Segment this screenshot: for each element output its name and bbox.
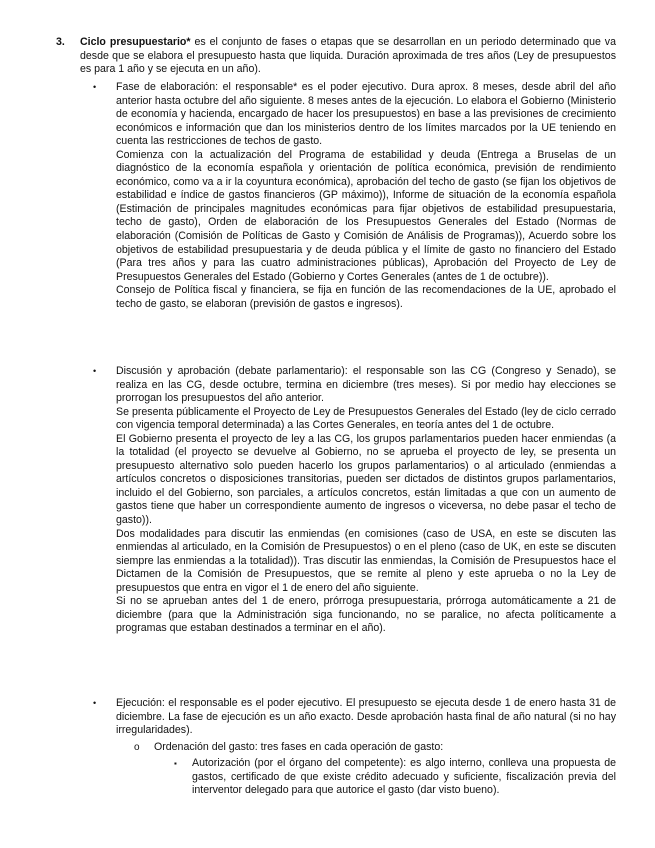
- discusion-p5: Si no se aprueban antes del 1 de enero, prórroga presupuestaria, prórroga automáticamente a 21 de diciembre (para que la Administración siga funcionando, no se paralice, no afecta políticamente a programas que estaban destinados a terminar en el año).: [116, 595, 616, 635]
- discusion-p1: Discusión y aprobación (debate parlamentario): el responsable son las CG (Congreso y Senado), se realiza en las CG, desde octubre, termina en diciembre (tres meses). Si por medio hay elecciones se prorrogan los presupuestos del año anterior.: [116, 365, 616, 405]
- bullet-marker: •: [93, 366, 97, 376]
- elaboracion-p3: Consejo de Política fiscal y financiera, se fija en función de las recomendaciones de la UE, aprobado el techo de gasto, se elaboran (previsión de gastos e ingresos).: [116, 284, 616, 310]
- ordenacion-del-gasto: [134, 741, 616, 755]
- elaboracion-p1: Fase de elaboración: el responsable* es el poder ejecutivo. Dura aprox. 8 meses, desde abril del año anterior hasta octubre del año siguiente. 8 meses antes de la ejecución. Lo elabora el Gobierno (Ministerio de economía y hacienda, encargado de hacer los presupuestos) en base a las previsiones de crecimiento económicos e información que dan los ministerios dentro de los límites marcados por la UE teniendo en cuenta las restricciones de techos de gasto.: [116, 81, 616, 148]
- section-3-intro: [80, 36, 616, 77]
- bullet-discusion: [93, 365, 616, 636]
- ejecucion-p1: Ejecución: el responsable es el poder ejecutivo. El presupuesto se ejecuta desde 1 de enero hasta 31 de diciembre. La fase de ejecución es un año exacto. Desde aprobación hasta final de año natural (si no hay irregularidades).: [116, 697, 616, 737]
- section-number: 3.: [56, 36, 65, 48]
- autorizacion-text: Autorización (por el órgano del competente): es algo interno, conlleva una propuesta de gastos, certificado de que existe crédito adecuado y suficiente, fiscalización previa del interventor delegado para que autorice el gasto (dar visto bueno).: [192, 757, 616, 797]
- discusion-p3: El Gobierno presenta el proyecto de ley a las CG, los grupos parlamentarios pueden hacer enmiendas (a la totalidad (el proyecto se devuelve al Gobierno, no se aprueba el proyecto de ley, se presenta un presupuesto alternativo solo pueden hacerlo los grupos parlamentarios) o al articulado (enmiendas a artículos concretos o disposiciones transitorias, pueden ser dictados de distintos grupos parlamentarios, incluido el del Gobierno, son parciales, a artículos concretos, están limitadas a que con un aumento de gastos tiene que haber un correspondiente aumento de ingresos o viceversa, no debe pasar el techo de gasto)).: [116, 432, 616, 527]
- term-ciclo-presupuestario: Ciclo presupuestario*: [80, 36, 191, 48]
- bullet-ejecucion: [93, 697, 616, 738]
- bullet-marker: •: [93, 698, 97, 708]
- discusion-p4: Dos modalidades para discutir las enmiendas (en comisiones (caso de USA, en este se discuten las enmiendas al articulado, en la Comisión de Presupuestos) o en el pleno (caso de UK, en este se discuten siempre las enmiendas a la totalidad)). Tras discutir las enmiendas, la Comisión de Presupuestos hace el Dictamen de la Comisión de Presupuestos, que se remite al pleno y este aprueba o no la Ley de presupuestos que entra en vigor el 1 de enero del año siguiente.: [116, 527, 616, 594]
- circle-marker: o: [134, 742, 140, 753]
- ordenacion-text: Ordenación del gasto: tres fases en cada operación de gasto:: [154, 741, 444, 753]
- elaboracion-p2: Comienza con la actualización del Programa de estabilidad y deuda (Entrega a Bruselas de un diagnóstico de la economía española y orientación de política económica, previsión de rendimiento económico, como va a ir la coyuntura económica), aprobación del techo de gasto (se fijan los objetivos de estabilidad e índice de gastos financieros (GP máximo)), Informe de situación de la economía española (Estimación de principales magnitudes económicas para fijar objetivos de estabilidad presupuestaria, techo de gasto), Orden de elaboración de los Presupuestos Generales del Estado (Normas de elaboración (Comisión de Políticas de Gasto y Comisión de Análisis de Programas)), Acuerdo sobre los objetivos de estabilidad presupuestaria y de deuda pública y el límite de gasto no financiero del Estado (Para tres años y para las cuatro administraciones públicas), Aprobación del Proyecto de Ley de Presupuestos Generales del Estado (Gobierno y Cortes Generales (antes de 1 de octubre)).: [116, 148, 616, 283]
- discusion-p2: Se presenta públicamente el Proyecto de Ley de Presupuestos Generales del Estado (ley de ciclo cerrado con vigencia temporal determinada) a las Cortes Generales, en teoría antes del 1 de octubre.: [116, 405, 616, 432]
- bullet-marker: •: [93, 82, 97, 92]
- section-3-text: es el conjunto de fases o etapas que se desarrollan en un periodo determinado que va desde que se elabora el presupuesto hasta que liquida. Duración aproximada de tres años (Ley de presupuestos es para 1 año y se ejecuta en un año).: [80, 36, 616, 76]
- square-marker: ▪: [174, 759, 177, 768]
- bullet-elaboracion: [93, 81, 616, 311]
- section-3: [56, 36, 616, 77]
- autorizacion: [174, 757, 616, 798]
